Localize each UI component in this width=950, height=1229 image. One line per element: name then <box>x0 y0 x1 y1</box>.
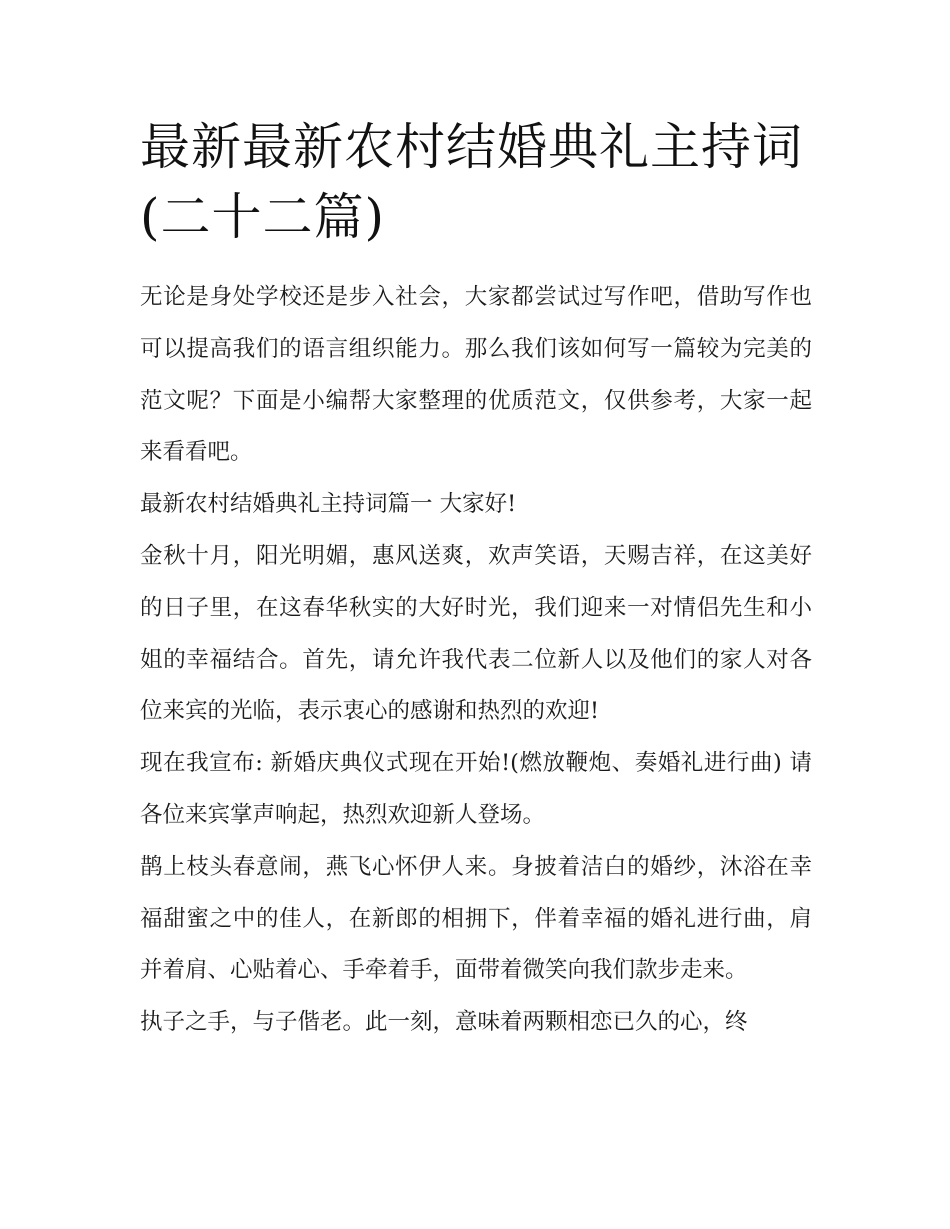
document-page <box>140 112 812 1049</box>
bride-entrance-paragraph: 鹊上枝头春意闹，燕飞心怀伊人来。身披着洁白的婚纱，沐浴在幸福甜蜜之中的佳人，在新郎的相拥下，伴着幸福的婚礼进行曲，肩并着肩、心贴着心、手牵着手，面带着微笑向我们款步走来。 <box>140 853 812 984</box>
ceremony-start-paragraph: 现在我宣布: 新婚庆典仪式现在开始!(燃放鞭炮、奏婚礼进行曲) 请各位来宾掌声响起，热烈欢迎新人登场。 <box>140 750 812 828</box>
document-title <box>140 112 812 252</box>
title-line-1: 最新最新农村结婚典礼主持词 <box>140 118 803 176</box>
section-heading-paragraph: 最新农村结婚典礼主持词篇一 大家好! <box>140 491 517 518</box>
title-line-2: (二十二篇) <box>140 188 386 246</box>
closing-fragment-paragraph: 执子之手，与子偕老。此一刻，意味着两颗相恋已久的心，终 <box>140 1009 748 1036</box>
opening-paragraph: 金秋十月，阳光明媚，惠风送爽，欢声笑语，天赐吉祥，在这美好的日子里，在这春华秋实的大好时光，我们迎来一对情侣先生和小姐的幸福结合。首先，请允许我代表二位新人以及他们的家人对各位来宾的光临，表示衷心的感谢和热烈的欢迎! <box>140 542 812 725</box>
intro-paragraph: 无论是身处学校还是步入社会，大家都尝试过写作吧，借助写作也可以提高我们的语言组织能力。那么我们该如何写一篇较为完美的范文呢？下面是小编帮大家整理的优质范文，仅供参考，大家一起来看看吧。 <box>140 284 812 466</box>
